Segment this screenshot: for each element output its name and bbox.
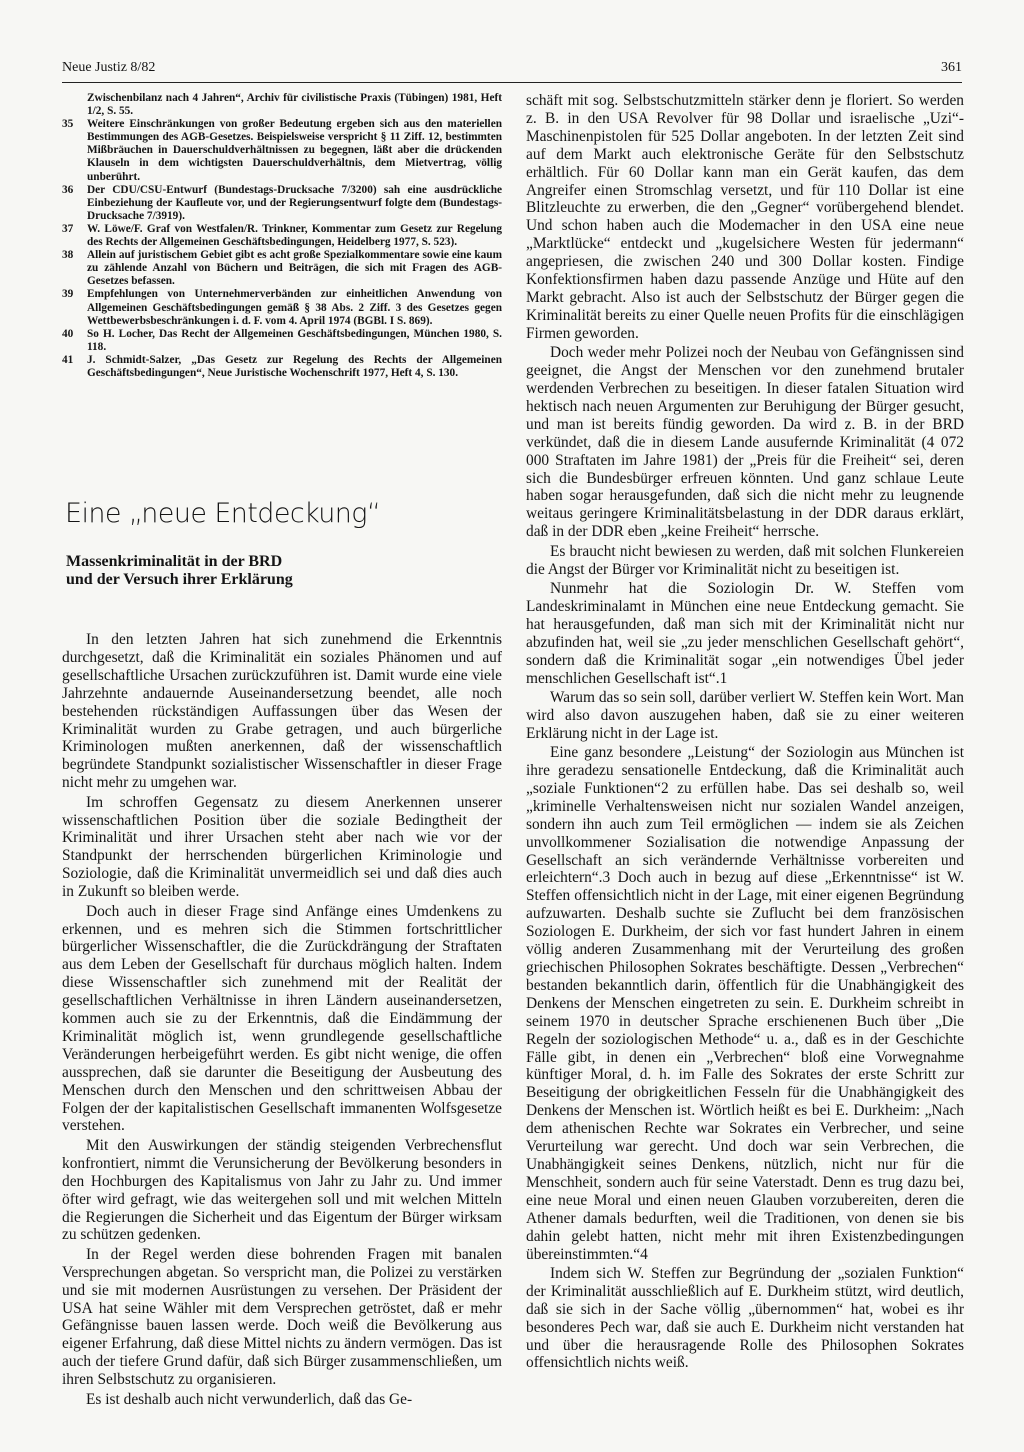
paragraph: Nunmehr hat die Soziologin Dr. W. Steffen vom Landeskriminalamt in München eine neue Entdeckung gemacht. Sie hat herausgefunden, daß man sich mit der Kriminalität nicht nur abzufinden hat, weil sie „zu jeder menschlichen Gesellschaft gehört“, sondern daß die Kriminalität sogar „ein notwendiges Übel jeder menschlichen Gesellschaft ist“.1 — [526, 579, 964, 687]
page-number: 361 — [941, 60, 962, 75]
footnote: 35 Weitere Einschränkungen von großer Bedeutung ergeben sich aus den materiellen Bestimmungen des AGB-Gesetzes. Beispielsweise verspricht § 11 Ziff. 12, bestimmten Mißbräuchen in Dauerschuldverhältnissen zu begegnen, läßt aber die drückenden Klauseln in dem wichtigsten Dauerschuldverhältnis, dem Mietvertrag, völlig unberührt. — [62, 118, 502, 183]
footnote: 36 Der CDU/CSU-Entwurf (Bundestags-Drucksache 7/3200) sah eine ausdrückliche Einbeziehung der Kaufleute vor, und der Regierungsentwurf folgte dem (Bundestags-Drucksache 7/3919). — [62, 183, 502, 222]
footnote: 38 Allein auf juristischem Gebiet gibt es acht große Spezialkommentare sowie eine kaum zu zählende Anzahl von Büchern und Beiträgen, die sich mit Fragen des AGB-Gesetzes befassen. — [62, 249, 502, 288]
paragraph: Eine ganz besondere „Leistung“ der Soziologin aus München ist ihre geradezu sensationelle Entdeckung, daß die Kriminalität auch „soziale Funktionen“2 zu erfüllen habe. Das sei deshalb so, weil „kriminelle Verhaltensweisen nicht nur sozialen Wandel anzeigen, sondern ihn auch zum Teil ermöglichen — indem sie als Zeichen unvollkommener Sozialisation die notwendige Anpassung der Gesellschaft an sich verändernde Verhältnisse vorbereiten und erleichtern“.3 Doch auch in bezug auf diese „Erkenntnisse“ ist W. Steffen offensichtlich nicht in der Lage, mit einer eigenen Begründung aufzuwarten. Deshalb suchte sie Zuflucht bei dem französischen Soziologen E. Durkheim, der sich vor fast hundert Jahren in einem völlig anderen Zusammenhang mit der Verurteilung des großen griechischen Philosophen Sokrates beschäftigte. Dessen „Verbrechen“ bestanden bekanntlich darin, öffentlich für die Unabhängigkeit des Denkens der Menschen eingetreten zu sein. E. Durkheim schreibt in seinem 1970 in deutscher Sprache erschienenen Buch über „Die Regeln der soziologischen Methode“ u. a., daß es in der Geschichte Fälle gibt, in denen ein „Verbrechen“ bloß eine Vorwegnahme künftiger Moral, d. h. im Falle des Sokrates der erste Schritt zur Beseitigung der obrigkeitlichen Fesseln für die Unabhängigkeit des Denkens der Menschen ist. Wörtlich heißt es bei E. Durkheim: „Nach dem athenischen Rechte war Sokrates ein Verbrecher, und seine Verurteilung war gerecht. Und doch war sein Verbrechen, die Unabhängigkeit seines Denkens, nützlich, nicht nur für die Menschheit, sondern auch für seine Vaterstadt. Denn es trug dazu bei, eine neue Moral und einen neuen Glauben vorzubereiten, deren die Athener damals bedurften, weil die Traditionen, von denen sie bis dahin gelebt hatten, nicht mehr mit ihren Existenzbedingungen übereinstimmten.“4 — [526, 744, 964, 1263]
page-header — [62, 60, 962, 82]
paragraph: Doch auch in dieser Frage sind Anfänge eines Umdenkens zu erkennen, und es mehren sich die Stimmen fortschrittlicher bürgerlicher Wissenschaftler, die die Zurückdrängung der Straftaten aus dem Leben der Gesellschaft für durchaus möglich halten. Indem diese Wissenschaftler sich zunehmend mit der Realität der gesellschaftlichen Verhältnisse in ihren Ländern auseinandersetzen, kommen auch sie zu der Erkenntnis, daß die Eindämmung der Kriminalität möglich ist, wenn grundlegende gesellschaftliche Veränderungen herbeigeführt werden. Es gibt nicht wenige, die offen aussprechen, daß sie darunter die Beseitigung der Ausbeutung des Menschen durch den Menschen und den schrittweisen Abbau der Folgen der der kapitalistischen Gesellschaft immanenten Wolfsgesetze verstehen. — [62, 902, 502, 1135]
paragraph: schäft mit sog. Selbstschutzmitteln stärker denn je floriert. So werden z. B. in den USA Revolver für 98 Dollar und israelische „Uzi“-Maschinenpistolen für 525 Dollar angeboten. In der letzten Zeit sind auf dem Markt auch elektronische Geräte für den Selbstschutz erhältlich. Für 60 Dollar kann man ein Gerät kaufen, das dem Angreifer einen Stromschlag versetzt, und für 110 Dollar ist eine Blitzleuchte zu erwerben, die den „Gegner“ vorübergehend blendet. Und schon haben auch die Modemacher in den USA eine neue „Marktlücke“ entdeckt und „kugelsichere Westen für jedermann“ angepriesen, die zwischen 240 und 300 Dollar kosten. Findige Konfektionsfirmen haben dazu passende Anzüge und Hüte auf den Markt gebracht. Also ist auch der Selbstschutz der Bürger gegen die Kriminalität bereits zu einer Quelle neuen Profits für die einschlägigen Firmen geworden. — [526, 92, 964, 342]
footnote: 39 Empfehlungen von Unternehmerverbänden zur einheitlichen Anwendung von Allgemeinen Geschäftsbedingungen gemäß § 38 Abs. 2 Ziff. 3 des Gesetzes gegen Wettbewerbsbeschränkungen i. d. F. vom 4. April 1974 (BGBl. I S. 869). — [62, 288, 502, 327]
paragraph: Warum das so sein soll, darüber verliert W. Steffen kein Wort. Man wird also davon auszugehen haben, daß sie zu einer weiteren Erklärung nicht in der Lage ist. — [526, 688, 964, 742]
paragraph: Doch weder mehr Polizei noch der Neubau von Gefängnissen sind geeignet, die Angst der Menschen vor den zunehmend brutaler werdenden Verbrechen zu beseitigen. In dieser fatalen Situation wird hektisch nach neuen Argumenten zur Beruhigung der Bürger gesucht, und man ist bereits fündig geworden. Da wird z. B. in der BRD verkündet, daß die in diesem Lande ausufernde Kriminalität (4 072 000 Straftaten im Jahre 1981) der „Preis für die Freiheit“ sei, deren sich die Bundesbürger erfreuen könnten. Und ganz schlaue Leute haben sogar herausgefunden, daß sich die nicht mehr zu leugnende weitaus geringere Kriminalitätsbelastung in der DDR daraus erklärt, daß in der DDR eben „keine Freiheit“ herrsche. — [526, 344, 964, 541]
header-rule — [62, 82, 962, 83]
paragraph: In der Regel werden diese bohrenden Fragen mit banalen Versprechungen abgetan. So verspricht man, die Polizei zu verstärken und sie mit modernen Ausrüstungen zu versehen. Der Präsident der USA hat seine Wähler mit dem Versprechen getröstet, daß er mehr Gefängnisse bauen lassen werde. Doch weiß die Bevölkerung aus eigener Erfahrung, daß diese Mittel nichts zu ändern vermögen. Das ist auch der tiefere Grund dafür, daß sich Bürger zusammenschließen, um ihren Selbstschutz zu organisieren. — [62, 1245, 502, 1389]
paragraph: Es braucht nicht bewiesen zu werden, daß mit solchen Flunkereien die Angst der Bürger vor Kriminalität nicht zu beseitigen ist. — [526, 542, 964, 578]
footnotes-block — [62, 92, 502, 380]
paragraph: In den letzten Jahren hat sich zunehmend die Erkenntnis durchgesetzt, daß die Kriminalität ein soziales Phänomen und auf gesellschaftliche Ursachen zurückzuführen ist. Damit wurde eine viele Jahrzehnte andauernde Auseinandersetzung beendet, alle noch bestehenden rückständigen Auffassungen über das Wesen der Kriminalität wurden zu Grabe getragen, und auch bürgerliche Kriminologen mußten anerkennen, daß der wissenschaftlich begründete Standpunkt sozialistischer Wissenschaftler in dieser Frage nicht mehr zu umgehen war. — [62, 631, 502, 792]
subtitle-line: und der Versuch ihrer Erklärung — [66, 571, 293, 588]
subtitle-line: Massenkriminalität in der BRD — [66, 553, 283, 570]
paragraph: Indem sich W. Steffen zur Begründung der „sozialen Funktion“ der Kriminalität ausschließlich auf E. Durkheim stützt, wird deutlich, daß sie sich in der Sache völlig „übernommen“ hat, wobei es ihr besonderes Pech war, daß sie auch E. Durkheim nicht verstanden hat und über die herausragende Rolle des Philosophen Sokrates offensichtlich nichts weiß. — [526, 1264, 964, 1372]
journal-issue: Neue Justiz 8/82 — [62, 60, 156, 75]
paragraph: Es ist deshalb auch nicht verwunderlich, daß das Ge- — [86, 1390, 413, 1408]
footnote: Zwischenbilanz nach 4 Jahren“, Archiv für civilistische Praxis (Tübingen) 1981, Heft 1/2, S. 55. — [87, 92, 502, 118]
left-column-text — [62, 631, 502, 1410]
footnote: 41 J. Schmidt-Salzer, „Das Gesetz zur Regelung des Rechts der Allgemeinen Geschäftsbedingungen“, Neue Juristische Wochenschrift 1977, Heft 4, S. 130. — [62, 353, 502, 379]
paragraph: Mit den Auswirkungen der ständig steigenden Verbrechensflut konfrontiert, nimmt die Verunsicherung der Bevölkerung besonders in den Hochburgen des Kapitalismus von Jahr zu Jahr zu. Und immer öfter wird gefragt, wie das weitergehen soll und mit welchen Mitteln die Regierungen die Sicherheit und das Eigentum der Bürger wirksam zu schützen gedenken. — [62, 1136, 502, 1244]
right-column-text — [526, 92, 964, 1374]
footnote: 37 W. Löwe/F. Graf von Westfalen/R. Trinkner, Kommentar zum Gesetz zur Regelung des Rechts der Allgemeinen Geschäftsbedingungen, Heidelberg 1977, S. 523). — [62, 222, 502, 249]
article-subtitle — [66, 553, 486, 589]
footnote: 40 So H. Locher, Das Recht der Allgemeinen Geschäftsbedingungen, München 1980, S. 118. — [62, 327, 502, 353]
paragraph: Im schroffen Gegensatz zu diesem Anerkennen unserer wissenschaftlichen Position über die soziale Bedingtheit der Kriminalität und ihrer Ursachen steht aber nach wie vor der Standpunkt der herrschenden bürgerlichen Kriminologie und Soziologie, daß die Kriminalität unvermeidlich sei und daß dies auch in Zukunft so bleiben werde. — [62, 793, 502, 901]
article-title: Eine „neue Entdeckung“ — [65, 498, 381, 529]
